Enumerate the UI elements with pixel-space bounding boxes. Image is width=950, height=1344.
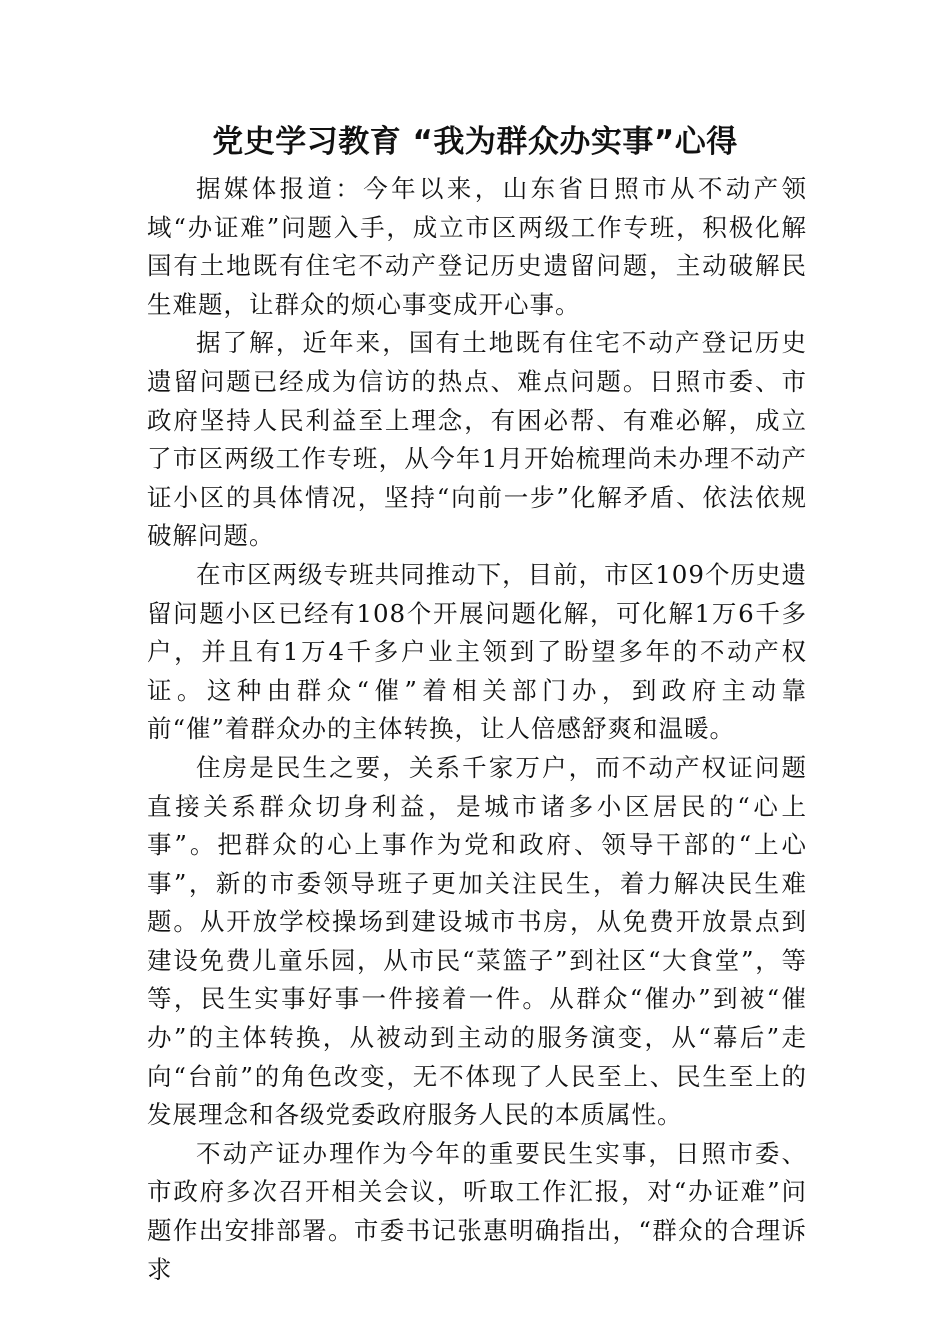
document-body: [147, 170, 807, 1289]
paragraph-3: 在市区两级专班共同推动下，目前，市区109个历史遗留问题小区已经有108个开展问题化解，可化解1万6千多户，并且有1万4千多户业主领到了盼望多年的不动产权证。这种由群众“催”着相关部门办，到政府主动靠前“催”着群众办的主体转换，让人倍感舒爽和温暖。: [147, 559, 807, 744]
paragraph-5: 不动产证办理作为今年的重要民生实事，日照市委、市政府多次召开相关会议，听取工作汇报，对“办证难”问题作出安排部署。市委书记张惠明确指出，“群众的合理诉求: [147, 1138, 807, 1284]
paragraph-2: 据了解，近年来，国有土地既有住宅不动产登记历史遗留问题已经成为信访的热点、难点问题。日照市委、市政府坚持人民利益至上理念，有困必帮、有难必解，成立了市区两级工作专班，从今年1月开始梳理尚未办理不动产证小区的具体情况，坚持“向前一步”化解矛盾、依法依规破解问题。: [147, 328, 807, 551]
paragraph-4: 住房是民生之要，关系千家万户，而不动产权证问题直接关系群众切身利益，是城市诸多小区居民的“心上事”。把群众的心上事作为党和政府、领导干部的“上心事”，新的市委领导班子更加关注民生，着力解决民生难题。从开放学校操场到建设城市书房，从免费开放景点到建设免费儿童乐园，从市民“菜篮子”到社区“大食堂”，等等，民生实事好事一件接着一件。从群众“催办”到被“催办”的主体转换，从被动到主动的服务演变，从“幕后”走向“台前”的角色改变，无不体现了人民至上、民生至上的发展理念和各级党委政府服务人民的本质属性。: [147, 752, 807, 1130]
paragraph-1: 据媒体报道：今年以来，山东省日照市从不动产领域“办证难”问题入手，成立市区两级工作专班，积极化解国有土地既有住宅不动产登记历史遗留问题，主动破解民生难题，让群众的烦心事变成开心事。: [147, 174, 807, 319]
document-title: 党史学习教育 “我为群众办实事”心得: [212, 124, 738, 160]
